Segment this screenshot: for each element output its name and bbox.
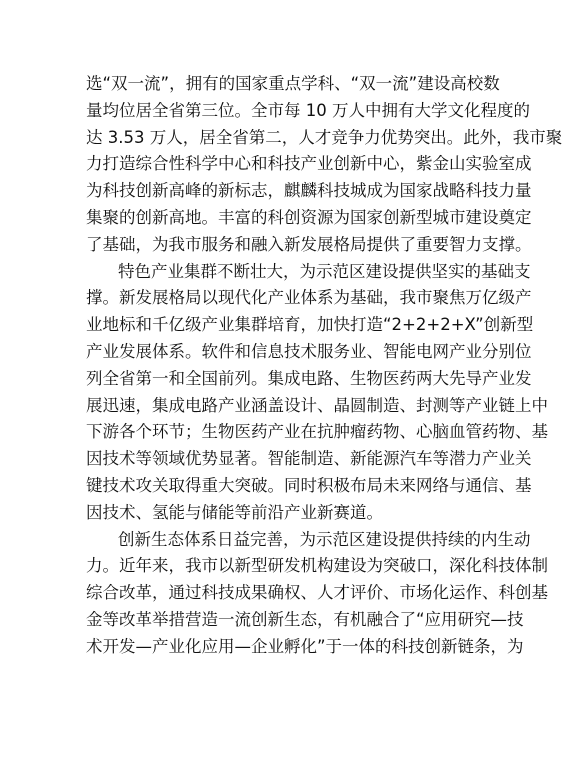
text-line: 撑。新发展格局以现代化产业体系为基础，我市聚焦万亿级产 [86,288,532,308]
text-line: 键技术攻关取得重大突破。同时积极布局未来网络与通信、基 [86,475,532,495]
text-line: 创新生态体系日益完善，为示范区建设提供持续的内生动 [118,529,531,549]
text-line: 为科技创新高峰的新标志，麒麟科技城成为国家战略科技力量 [86,181,532,201]
text-line: 达 3.53 万人，居全省第二，人才竞争力优势突出。此外，我市聚 [86,127,563,147]
text-line: 集聚的创新高地。丰富的科创资源为国家创新型城市建设奠定 [86,207,532,227]
text-line: 金等改革举措营造一流创新生态，有机融合了“应用研究—技 [86,609,524,629]
text-line: 产业发展体系。软件和信息技术服务业、智能电网产业分别位 [86,341,532,361]
text-line: 业地标和千亿级产业集群培育，加快打造“2+2+2+X”创新型 [86,315,534,335]
text-line: 因技术、氢能与储能等前沿产业新赛道。 [86,502,383,522]
text-line: 列全省第一和全国前列。集成电路、生物医药两大先导产业发 [86,368,532,388]
paragraph-innovation-ecosystem [86,527,548,661]
text-line: 量均位居全省第三位。全市每 10 万人中拥有大学文化程度的 [86,100,530,120]
text-line: 力。近年来，我市以新型研发机构建设为突破口，深化科技体制 [86,556,548,576]
paragraph-talent-resources [86,71,563,259]
body-text [86,71,563,661]
text-line: 选“双一流”，拥有的国家重点学科、“双一流”建设高校数 [86,74,500,93]
text-line: 特色产业集群不断壮大，为示范区建设提供坚实的基础支 [118,261,531,281]
text-line: 术开发—产业化应用—企业孵化”于一体的科技创新链条，为 [86,636,524,656]
text-line: 展迅速，集成电路产业涵盖设计、晶圆制造、封测等产业链上中 [86,395,548,415]
text-line: 力打造综合性科学中心和科技产业创新中心，紫金山实验室成 [86,154,532,174]
text-line: 综合改革，通过科技成果确权、人才评价、市场化运作、科创基 [86,583,548,603]
text-line: 了基础，为我市服务和融入新发展格局提供了重要智力支撑。 [86,234,532,254]
text-line: 因技术等领域优势显著。智能制造、新能源汽车等潜力产业关 [86,449,532,469]
paragraph-industry-clusters [86,259,548,527]
text-line: 下游各个环节；生物医药产业在抗肿瘤药物、心脑血管药物、基 [86,422,548,442]
